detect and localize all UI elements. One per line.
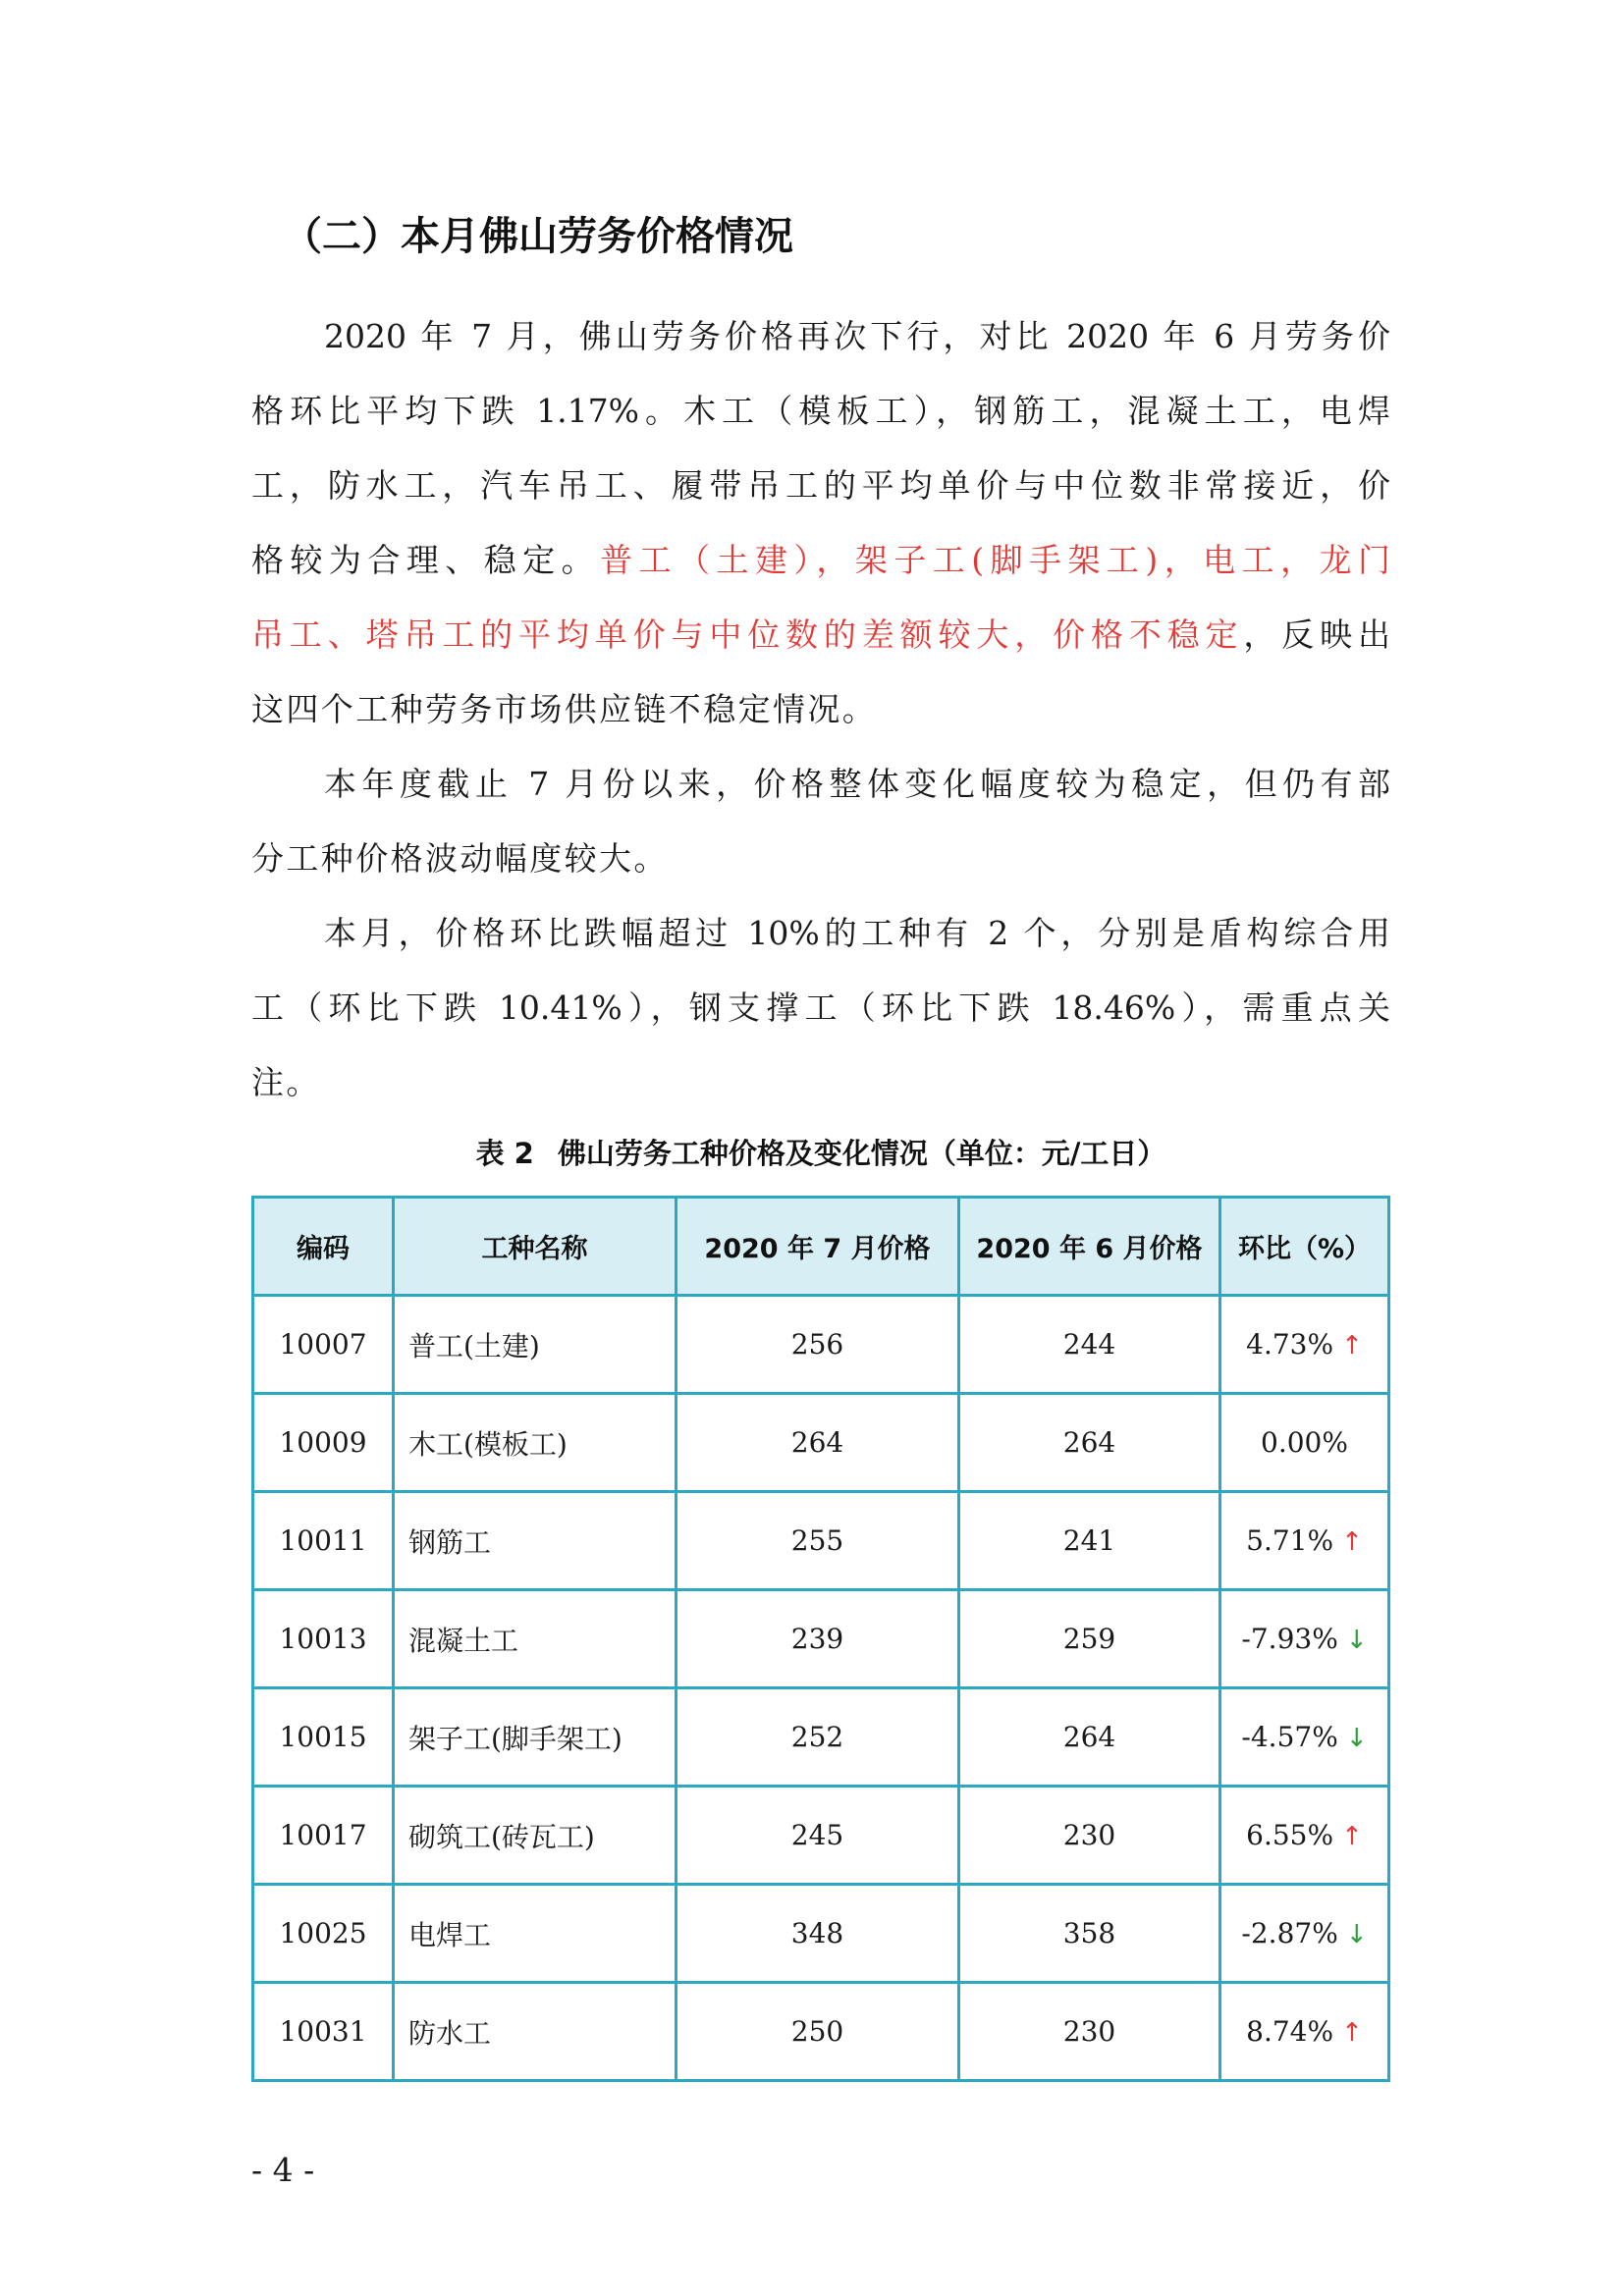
cell-change <box>1220 1394 1389 1492</box>
cell-june-price: 259 <box>959 1590 1220 1688</box>
paragraph-1-line-5-normal: ，反映出 <box>1243 615 1391 654</box>
paragraph-3-line-3: 注。 <box>251 1063 321 1101</box>
cell-june-price: 358 <box>959 1885 1220 1983</box>
cell-trade-name: 普工(土建) <box>394 1296 677 1394</box>
cell-july-price: 252 <box>677 1688 959 1787</box>
paragraph-2-line-1: 本年度截止 7 月份以来，价格整体变化幅度较为稳定，但仍有部 <box>324 765 1390 803</box>
table-row <box>253 1394 1389 1492</box>
cell-june-price: 264 <box>959 1394 1220 1492</box>
cell-trade-name: 架子工(脚手架工) <box>394 1688 677 1787</box>
cell-code: 10017 <box>253 1787 394 1885</box>
cell-july-price: 348 <box>677 1885 959 1983</box>
cell-code: 10031 <box>253 1983 394 2081</box>
cell-change <box>1220 1983 1389 2081</box>
cell-july-price: 255 <box>677 1492 959 1590</box>
header-change: 环比（%） <box>1220 1198 1389 1296</box>
arrow-up-icon: ↑ <box>1341 1527 1363 1557</box>
change-value: -4.57% <box>1241 1721 1338 1753</box>
cell-trade-name: 防水工 <box>394 1983 677 2081</box>
change-value: 5.71% <box>1246 1524 1334 1557</box>
cell-change <box>1220 1492 1389 1590</box>
header-trade-name: 工种名称 <box>394 1198 677 1296</box>
cell-june-price: 241 <box>959 1492 1220 1590</box>
cell-code: 10025 <box>253 1885 394 1983</box>
arrow-up-icon: ↑ <box>1341 1331 1363 1361</box>
arrow-down-icon: ↓ <box>1345 1626 1368 1655</box>
cell-trade-name: 砌筑工(砖瓦工) <box>394 1787 677 1885</box>
table-row <box>253 1885 1389 1983</box>
header-june-price: 2020 年 6 月价格 <box>959 1198 1220 1296</box>
cell-june-price: 244 <box>959 1296 1220 1394</box>
change-value: -7.93% <box>1241 1623 1338 1655</box>
change-value: 4.73% <box>1246 1328 1334 1361</box>
paragraph-3-line-2: 工（环比下跌 10.41%），钢支撑工（环比下跌 18.46%），需重点关 <box>251 988 1390 1027</box>
paragraph-1-line-4-normal: 格较为合理、稳定。 <box>251 541 601 579</box>
table-row <box>253 1492 1389 1590</box>
change-value: 8.74% <box>1246 2015 1334 2048</box>
change-value: -2.87% <box>1241 1917 1338 1949</box>
cell-code: 10007 <box>253 1296 394 1394</box>
cell-july-price: 250 <box>677 1983 959 2081</box>
arrow-up-icon: ↑ <box>1341 2018 1363 2048</box>
table-caption-number: 表 2 <box>475 1137 534 1170</box>
table-row <box>253 1983 1389 2081</box>
cell-change <box>1220 1688 1389 1787</box>
paragraph-1-line-2: 格环比平均下跌 1.17%。木工（模板工），钢筋工，混凝土工，电焊 <box>251 392 1390 430</box>
arrow-up-icon: ↑ <box>1341 1822 1363 1851</box>
cell-june-price: 230 <box>959 1983 1220 2081</box>
paragraph-1-line-5 <box>251 613 1390 658</box>
paragraph-1-line-4 <box>251 538 1390 583</box>
table-row <box>253 1296 1389 1394</box>
table-row <box>253 1787 1389 1885</box>
arrow-down-icon: ↓ <box>1345 1724 1368 1753</box>
cell-code: 10015 <box>253 1688 394 1787</box>
cell-code: 10013 <box>253 1590 394 1688</box>
header-july-price: 2020 年 7 月价格 <box>677 1198 959 1296</box>
change-value: 6.55% <box>1246 1819 1334 1851</box>
cell-change <box>1220 1787 1389 1885</box>
cell-trade-name: 木工(模板工) <box>394 1394 677 1492</box>
table-caption <box>251 1131 1390 1176</box>
change-value: 0.00% <box>1261 1426 1348 1459</box>
cell-june-price: 230 <box>959 1787 1220 1885</box>
price-table <box>251 1196 1390 2082</box>
paragraph-2-line-2: 分工种价格波动幅度较大。 <box>251 839 669 878</box>
paragraph-1-highlight-end: 吊工、塔吊工的平均单价与中位数的差额较大，价格不稳定 <box>251 615 1244 654</box>
cell-july-price: 245 <box>677 1787 959 1885</box>
header-code: 编码 <box>253 1198 394 1296</box>
paragraph-1-line-3: 工，防水工，汽车吊工、履带吊工的平均单价与中位数非常接近，价 <box>251 466 1390 505</box>
cell-change <box>1220 1296 1389 1394</box>
cell-july-price: 256 <box>677 1296 959 1394</box>
paragraph-1-line-6: 这四个工种劳务市场供应链不稳定情况。 <box>251 690 878 728</box>
arrow-down-icon: ↓ <box>1345 1920 1368 1949</box>
page-number: - 4 - <box>251 2151 315 2189</box>
paragraph-1-line-1: 2020 年 7 月，佛山劳务价格再次下行，对比 2020 年 6 月劳务价 <box>324 317 1390 355</box>
cell-july-price: 264 <box>677 1394 959 1492</box>
cell-june-price: 264 <box>959 1688 1220 1787</box>
paragraph-3-line-1: 本月，价格环比跌幅超过 10%的工种有 2 个，分别是盾构综合用 <box>324 914 1390 952</box>
cell-change <box>1220 1885 1389 1983</box>
cell-trade-name: 电焊工 <box>394 1885 677 1983</box>
section-heading: （二）本月佛山劳务价格情况 <box>283 214 793 259</box>
table-row <box>253 1688 1389 1787</box>
cell-trade-name: 钢筋工 <box>394 1492 677 1590</box>
cell-change <box>1220 1590 1389 1688</box>
paragraph-1-highlight-start: 普工（土建），架子工(脚手架工)，电工，龙门 <box>600 541 1390 579</box>
table-row <box>253 1590 1389 1688</box>
cell-trade-name: 混凝土工 <box>394 1590 677 1688</box>
table-caption-title: 佛山劳务工种价格及变化情况（单位：元/工日） <box>557 1137 1166 1170</box>
cell-code: 10009 <box>253 1394 394 1492</box>
cell-code: 10011 <box>253 1492 394 1590</box>
cell-july-price: 239 <box>677 1590 959 1688</box>
table-header-row <box>253 1198 1389 1296</box>
